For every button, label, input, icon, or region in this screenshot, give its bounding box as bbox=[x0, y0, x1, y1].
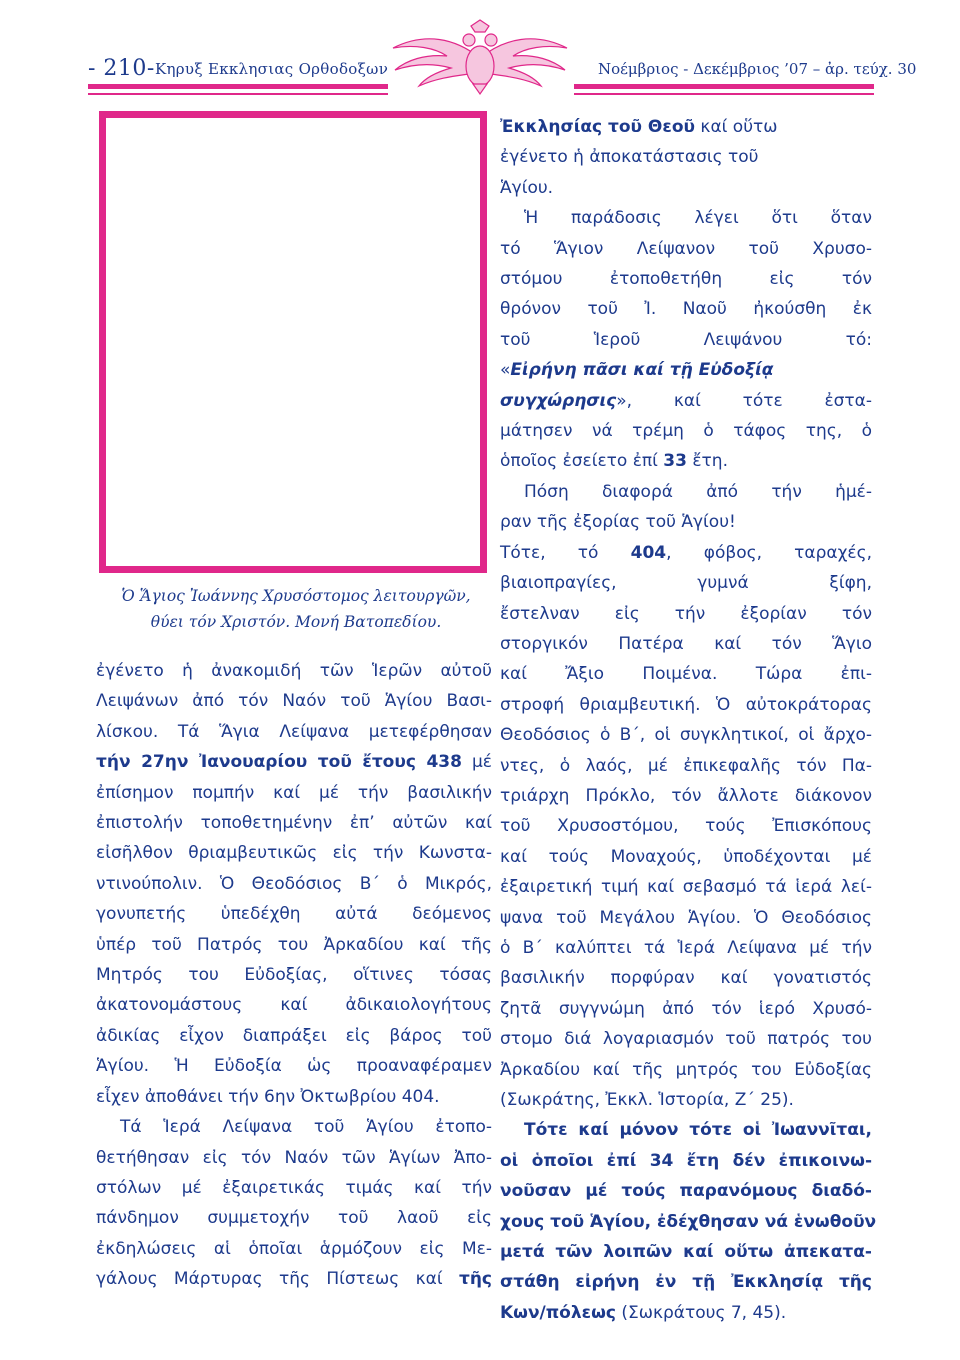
figure-caption bbox=[96, 583, 496, 635]
bold-number: 404 bbox=[630, 542, 667, 563]
text-line: Τά Ἱερά Λείψανα τοῦ Ἁγίου ἐτοπο- bbox=[120, 1117, 492, 1138]
header-rule-thin-right bbox=[574, 93, 874, 95]
text-line: μάτησεν νά τρέμη ὁ τάφος της, ὁ bbox=[500, 421, 872, 442]
text-line: ἐγένετο ἡ ἀνακομιδή τῶν Ἱερῶν αὐτοῦ bbox=[96, 661, 492, 681]
text-line bbox=[500, 538, 872, 568]
text-line: στροφή θριαμβευτική. Ὁ αὐτοκράτορας bbox=[500, 694, 872, 715]
page-number: - 210- bbox=[88, 56, 155, 81]
bold-fragment: τῆς bbox=[458, 1269, 492, 1290]
caption-line: Ὁ Ἅγιος Ἰωάννης Χρυσόστομος λειτουργῶν, bbox=[121, 587, 471, 605]
text-line: τοῦ Ἱεροῦ Λειψάνου τό: bbox=[500, 329, 872, 350]
text-line: πάνδημον συμμετοχήν τοῦ λαοῦ εἰς bbox=[96, 1208, 492, 1229]
text-line: καί τούς Μοναχούς, ὑποδέχονται μέ bbox=[500, 846, 872, 867]
text-fragment: μέ bbox=[461, 752, 492, 773]
text-line bbox=[96, 747, 492, 777]
quote-bold-italic: Εἰρήνη πᾶσι καί τῇ Εὐδοξίᾳ bbox=[510, 360, 774, 381]
header-rule-thin-left bbox=[88, 93, 388, 95]
bold-text-line: μετά τῶν λοιπῶν καί οὕτω ἀπεκατα- bbox=[500, 1242, 872, 1263]
caption-line: θύει τόν Χριστόν. Μονή Βατοπεδίου. bbox=[150, 613, 442, 631]
quote-bold-italic: συγχώρησις bbox=[500, 390, 617, 411]
text-line bbox=[500, 112, 872, 142]
text-fragment: (Σωκράτους 7, 45). bbox=[615, 1302, 787, 1323]
text-line: ἔστελναν εἰς τήν ἐξορίαν τόν bbox=[500, 603, 872, 624]
text-line: βασιλικήν πορφύραν καί γονατιστός bbox=[500, 968, 872, 989]
text-line: τοῦ Χρυσοστόμου, τούς Ἐπισκόπους bbox=[500, 816, 872, 837]
text-fragment: », καί τότε ἐστα- bbox=[616, 390, 872, 411]
text-fragment: « bbox=[500, 360, 511, 381]
text-line: (Σωκράτης, Ἐκκλ. Ἱστορία, Ζ΄ 25). bbox=[500, 1090, 794, 1110]
bold-text-line: στάθη εἰρήνη ἐν τῇ Ἐκκλησίᾳ τῆς bbox=[500, 1272, 872, 1293]
text-fragment: γάλους Μάρτυρας τῆς Πίστεως καί bbox=[96, 1269, 459, 1290]
text-line: ἐγένετο ἡ ἀποκατάστασις τοῦ bbox=[500, 147, 759, 168]
text-fragment: ἔτη. bbox=[686, 451, 728, 472]
bold-text-line: οἱ ὁποῖοι ἐπί 34 ἔτη δέν ἐπικοινω- bbox=[500, 1150, 872, 1171]
double-headed-eagle-icon bbox=[385, 18, 575, 96]
text-line: στοργικόν Πατέρα καί τόν Ἅγιο bbox=[500, 633, 872, 654]
text-line: ὑπέρ τοῦ Πατρός του Ἀρκαδίου καί τῆς bbox=[96, 934, 492, 955]
text-fragment: καί οὕτω bbox=[695, 117, 778, 137]
text-fragment: Τότε, τό bbox=[500, 542, 631, 563]
text-line bbox=[500, 446, 872, 476]
text-line: εἶχεν ἀποθάνει τήν 6ην Ὀκτωβρίου 404. bbox=[96, 1086, 440, 1107]
bold-text-line: χους τοῦ Ἁγίου, ἐδέχθησαν νά ἑνωθοῦν bbox=[500, 1211, 877, 1232]
bold-text-line: νοῦσαν μέ τούς παρανόμους διαδό- bbox=[500, 1181, 872, 1202]
text-line: Ἁγίου. bbox=[500, 177, 554, 198]
header-rule-left bbox=[88, 84, 388, 89]
text-line: ἀδικίας εἶχον διαπράξει εἰς βάρος τοῦ bbox=[96, 1025, 492, 1046]
icon-photo-frame bbox=[99, 111, 487, 573]
bold-text-line: Τότε καί μόνον τότε οἱ Ἰωαννῖται, bbox=[524, 1120, 872, 1141]
bold-fragment: Κων/πόλεως bbox=[500, 1302, 616, 1323]
text-line: ντινούπολιν. Ὁ Θεοδόσιος Β΄ ὁ Μικρός, bbox=[96, 873, 492, 894]
text-line: βιαιοπραγίες, γυμνά ξίφη, bbox=[500, 573, 872, 594]
text-line: στομο διά λογαριασμόν τοῦ πατρός του bbox=[500, 1029, 872, 1050]
text-line: Θεοδόσιος ὁ Β΄, οἱ συγκλητικοί, οἱ ἄρχο- bbox=[500, 725, 872, 746]
header-rule-right bbox=[574, 84, 874, 89]
text-line bbox=[500, 355, 872, 385]
text-line: Ἀρκαδίου καί τῆς μητρός του Εὐδοξίας bbox=[500, 1059, 872, 1080]
text-line: ἐπίσημον πομπήν καί μέ τήν βασιλικήν bbox=[96, 782, 492, 803]
text-line: ντες, ὁ λαός, μέ ἐπικεφαλῆς τόν Πα- bbox=[500, 755, 872, 776]
text-line: τριάρχη Πρόκλο, τόν ἄλλοτε διάκονον bbox=[500, 785, 872, 806]
text-line bbox=[96, 1264, 492, 1294]
text-line: Λειψάνων ἀπό τόν Ναόν τοῦ Ἁγίου Βασι- bbox=[96, 691, 492, 712]
text-line: ὁ Β΄ καλύπτει τά Ἱερά Λείψανα μέ τήν bbox=[500, 937, 872, 958]
bold-date: τήν 27ην Ἰανουαρίου τοῦ ἔτους 438 bbox=[96, 752, 462, 773]
journal-title: Κηρυξ Εκκλησιας Ορθοδοξων bbox=[155, 60, 389, 78]
text-fragment: ὁποῖος ἐσείετο ἐπί bbox=[500, 451, 664, 472]
text-line: καί Ἄξιο Ποιμένα. Τώρα ἐπι- bbox=[500, 664, 872, 685]
text-line: τό Ἅγιον Λείψανον τοῦ Χρυσο- bbox=[500, 238, 872, 259]
text-line: θρόνον τοῦ Ἰ. Ναοῦ ἠκούσθη ἐκ bbox=[500, 299, 872, 320]
text-line: ἐξαιρετική τιμή καί σεβασμό τά ἱερά λεί- bbox=[500, 877, 872, 898]
text-line bbox=[500, 386, 872, 416]
bold-number: 33 bbox=[663, 451, 687, 472]
text-line: ραν τῆς ἐξορίας τοῦ Ἁγίου! bbox=[500, 512, 736, 533]
text-line: θετήθησαν εἰς τόν Ναόν τῶν Ἁγίων Ἀπο- bbox=[96, 1147, 492, 1168]
text-line: στόλων μέ ἐξαιρετικάς τιμάς καί τήν bbox=[96, 1177, 492, 1198]
text-line: λίσκου. Τά Ἅγια Λείψανα μετεφέρθησαν bbox=[96, 721, 492, 742]
text-line bbox=[500, 1298, 872, 1328]
text-line: ἀκατονομάστους καί ἀδικαιολογήτους bbox=[96, 995, 492, 1016]
text-line: Ἁγίου. Ἡ Εὐδοξία ὡς προαναφέραμεν bbox=[96, 1056, 492, 1077]
text-line: ἐπιστολήν τοποθετημένην ἐπ’ αὐτῶν καί bbox=[96, 813, 492, 834]
text-line: ζητᾶ συγγνώμη ἀπό τόν ἱερό Χρυσό- bbox=[500, 998, 872, 1019]
text-line: ἐκδηλώσεις αἱ ὁποῖαι ἁρμόζουν εἰς Με- bbox=[96, 1238, 492, 1259]
left-column bbox=[96, 656, 492, 1295]
right-column bbox=[500, 112, 877, 1328]
bold-fragment: Ἐκκλησίας τοῦ Θεοῦ bbox=[500, 117, 696, 137]
text-line: εἰσῆλθον θριαμβευτικῶς εἰς τήν Κωνστα- bbox=[96, 843, 492, 864]
text-line: στόμου ἐτοποθετήθη εἰς τόν bbox=[500, 269, 872, 290]
text-line: γονυπετής ὑπεδέχθη αὐτά δεόμενος bbox=[96, 904, 492, 925]
text-fragment: , φόβος, ταραχές, bbox=[666, 542, 872, 563]
text-line: Ἡ παράδοσις λέγει ὅτι ὅταν bbox=[524, 208, 872, 229]
text-line: ψανα τοῦ Μεγάλου Ἁγίου. Ὁ Θεοδόσιος bbox=[500, 907, 872, 928]
text-line: Μητρός του Εὐδοξίας, οἵτινες τόσας bbox=[96, 965, 492, 986]
text-line: Πόση διαφορά ἀπό τήν ἡμέ- bbox=[524, 481, 872, 502]
issue-info: Νοέμβριος - Δεκέμβριος ’07 – ἀρ. τεύχ. 30 bbox=[598, 60, 917, 78]
